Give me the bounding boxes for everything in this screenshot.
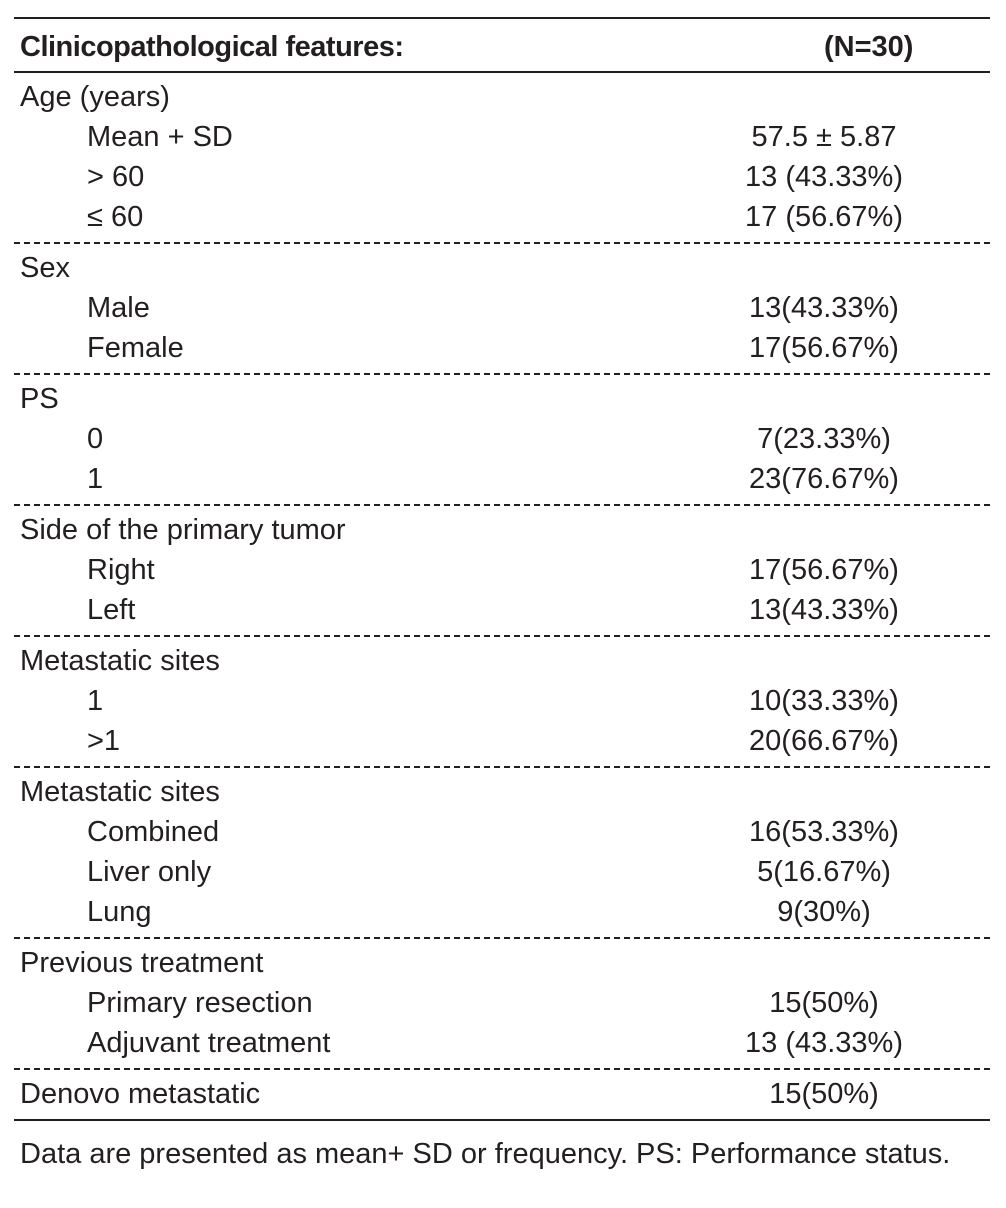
group-title-row xyxy=(14,772,990,812)
row-label: Lung xyxy=(87,896,152,928)
row-label: > 60 xyxy=(87,161,145,193)
row-label: Left xyxy=(87,594,136,626)
row-label: >1 xyxy=(87,725,121,757)
table-footnote: Data are presented as mean+ SD or frequency. PS: Performance status. xyxy=(20,1138,951,1170)
row-label: 0 xyxy=(87,423,104,455)
row-value: 16(53.33%) xyxy=(749,816,899,848)
group-ps xyxy=(14,375,990,506)
row-value: 17(56.67%) xyxy=(749,332,899,364)
row-value: 5(16.67%) xyxy=(757,856,891,888)
row-value: 13(43.33%) xyxy=(749,292,899,324)
row-label: Male xyxy=(87,292,150,324)
group-metastatic-sites-location xyxy=(14,768,990,939)
header-features-label: Clinicopathological features: xyxy=(20,31,404,63)
row-label: 1 xyxy=(87,463,104,495)
group-sex xyxy=(14,244,990,375)
row-value: 9(30%) xyxy=(777,896,871,928)
row-label: Combined xyxy=(87,816,220,848)
characteristics-table xyxy=(14,17,990,1121)
group-denovo-metastatic xyxy=(14,1070,990,1121)
row-label: Liver only xyxy=(87,856,212,888)
table-row xyxy=(14,419,990,459)
row-value: 17(56.67%) xyxy=(749,554,899,586)
row-value: 13 (43.33%) xyxy=(745,161,903,193)
table-row xyxy=(14,812,990,852)
table-header-row: Clinicopathological features: (N=30) xyxy=(14,19,990,73)
table-row xyxy=(14,328,990,368)
group-title: Previous treatment xyxy=(20,947,264,979)
table-row xyxy=(14,1074,990,1114)
row-label: Mean + SD xyxy=(87,121,233,153)
group-metastatic-sites-count xyxy=(14,637,990,768)
row-label: Adjuvant treatment xyxy=(87,1027,331,1059)
table-row xyxy=(14,892,990,932)
group-title-row xyxy=(14,510,990,550)
group-title: Sex xyxy=(20,252,70,284)
table-row xyxy=(14,550,990,590)
group-previous-treatment xyxy=(14,939,990,1070)
row-value: 7(23.33%) xyxy=(757,423,891,455)
group-title: Side of the primary tumor xyxy=(20,514,346,546)
row-label: ≤ 60 xyxy=(87,201,144,233)
row-label: Right xyxy=(87,554,155,586)
row-value: 15(50%) xyxy=(769,987,879,1019)
row-label: 1 xyxy=(87,685,104,717)
row-value: 13(43.33%) xyxy=(749,594,899,626)
table-row xyxy=(14,157,990,197)
group-title: Metastatic sites xyxy=(20,776,220,808)
row-value: 23(76.67%) xyxy=(749,463,899,495)
group-title-row xyxy=(14,248,990,288)
table-row xyxy=(14,852,990,892)
row-value: 13 (43.33%) xyxy=(745,1027,903,1059)
group-title: Age (years) xyxy=(20,81,170,113)
group-title-row xyxy=(14,77,990,117)
group-title-row xyxy=(14,379,990,419)
table-row xyxy=(14,1023,990,1063)
row-label: Female xyxy=(87,332,184,364)
group-title-row xyxy=(14,641,990,681)
row-label: Denovo metastatic xyxy=(20,1078,261,1110)
row-value: 57.5 ± 5.87 xyxy=(751,121,897,153)
row-value: 10(33.33%) xyxy=(749,685,899,717)
table-row xyxy=(14,459,990,499)
row-value: 17 (56.67%) xyxy=(745,201,903,233)
group-title-row xyxy=(14,943,990,983)
group-tumor-side xyxy=(14,506,990,637)
table-row xyxy=(14,681,990,721)
table-row xyxy=(14,721,990,761)
table-row xyxy=(14,983,990,1023)
row-value: 20(66.67%) xyxy=(749,725,899,757)
table-row xyxy=(14,590,990,630)
row-value: 15(50%) xyxy=(769,1078,879,1110)
table-row xyxy=(14,117,990,157)
group-title: Metastatic sites xyxy=(20,645,220,677)
table-row xyxy=(14,288,990,328)
group-title: PS xyxy=(20,383,59,415)
row-label: Primary resection xyxy=(87,987,313,1019)
group-age xyxy=(14,73,990,244)
table-row xyxy=(14,197,990,237)
